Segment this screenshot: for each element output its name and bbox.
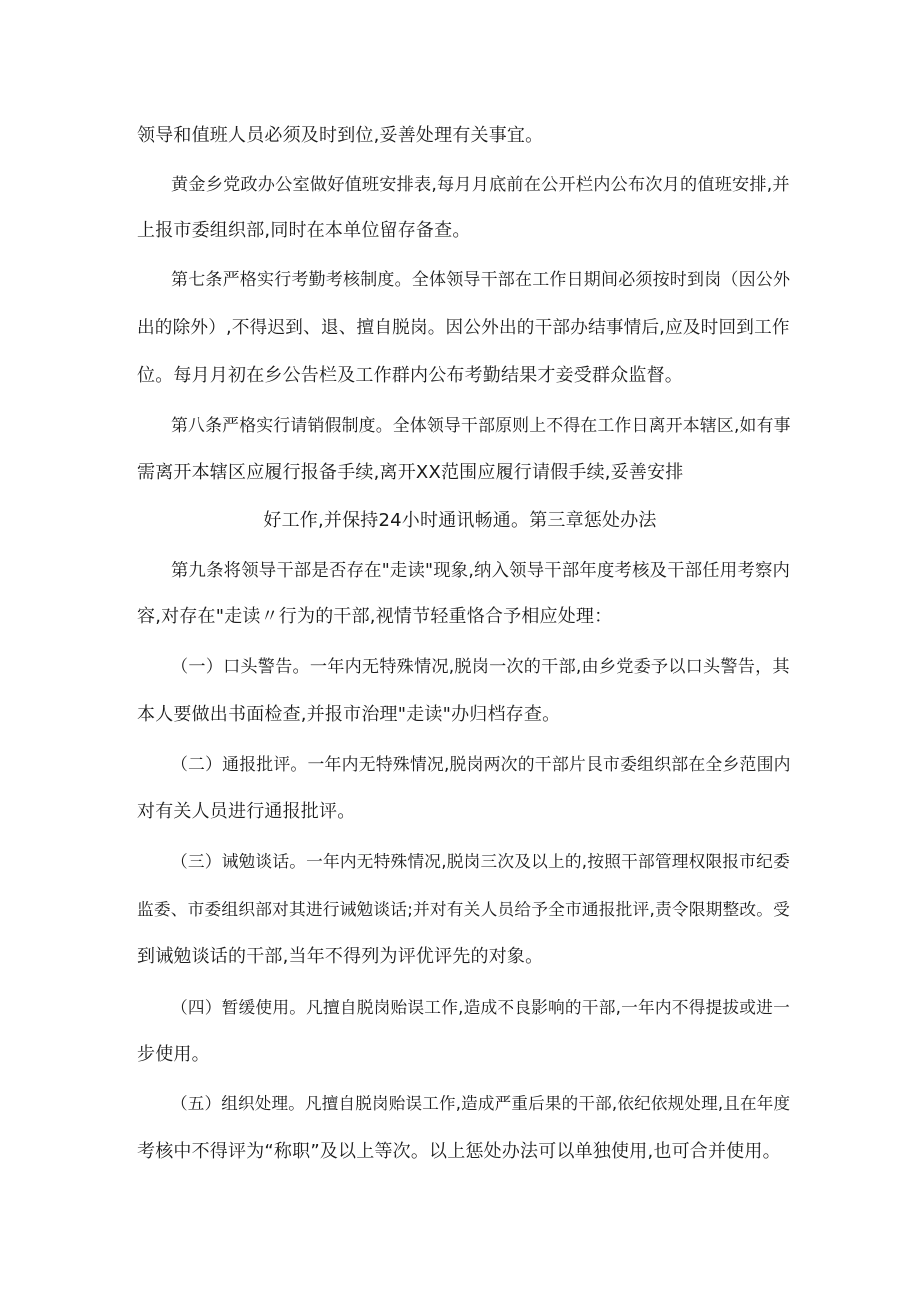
paragraph-first-line: 第九条将领导干部是否存在"走读"现象,纳入领导干部年度考核及干部任用考察内 — [171, 561, 791, 581]
text-line: 到诫勉谈话的干部,当年不得列为评优评先的对象。 — [137, 946, 544, 967]
paragraph-first-line: （四）暂缓使用。凡擅自脱岗贻误工作,造成不良影响的干部,一年内不得提拔或进一 — [171, 997, 790, 1017]
paragraph-first-line: （二）通报批评。一年内无特殊情况,脱岗两次的干部片艮市委组织部在全乡范围内 — [171, 754, 791, 774]
paragraph-first-line: （五）组织处理。凡擅自脱岗贻误工作,造成严重后果的干部,依纪依规处理,且在年度 — [171, 1094, 791, 1113]
text-line: 考核中不得评为“称职”及以上等次。以上惩处办法可以单独使用,也可合并使用。 — [137, 1141, 781, 1162]
text-line: 位。每月月初在乡公告栏及工作群内公布考勤结果才妾受群众监督。 — [137, 365, 683, 386]
paragraph-first-line: 第八条严格实行请销假制度。全体领导干部原则上不得在工作日离开本辖区,如有事 — [171, 415, 791, 435]
text-line: 步使用。 — [137, 1044, 210, 1065]
text-line: 对有关人员进行通报批评。 — [137, 801, 356, 822]
text-line: 领导和值班人员必须及时到位,妥善处理有关事宜。 — [137, 125, 544, 146]
paragraph-first-line: （一）口头警告。一年内无特殊情况,脱岗一次的干部,由乡党委予以口头警告，其 — [171, 657, 790, 677]
paragraph-first-line: （三）诫勉谈话。一年内无特殊情况,脱岗三次及以上的,按照干部管理权限报市纪委 — [171, 851, 790, 871]
text-line: 需离开本辖区应履行报备手续,离开XX范围应履行请假手续,妥善安排 — [137, 462, 684, 483]
text-line: 上报市委组织部,同时在本单位留存备查。 — [137, 220, 471, 241]
text-line: 本人要做出书面检查,并报市治理"走读"办归档存查。 — [137, 704, 561, 725]
chapter-heading-line: 好工作,并保持24小时通讯畅通。第三章惩处办法 — [263, 510, 657, 531]
paragraph-first-line: 黄金乡党政办公室做好值班安排表,每月月底前在公开栏内公布次月的值班安排,并 — [171, 175, 790, 195]
text-line: 出的除外）,不得迟到、退、擅自脱岗。因公外出的干部办结事情后,应及时回到工作 — [137, 318, 790, 338]
paragraph-first-line: 第七条严格实行考勤考核制度。全体领导干部在工作日期间必须按时到岗（因公外 — [171, 270, 791, 290]
text-line: 容,对存在"走读〃行为的干部,视情节轻重恪合予相应处理： — [137, 606, 613, 627]
text-line: 监委、市委组织部对其进行诫勉谈话;并对有关人员给予全市通报批评,责令限期整改。受 — [137, 899, 791, 919]
